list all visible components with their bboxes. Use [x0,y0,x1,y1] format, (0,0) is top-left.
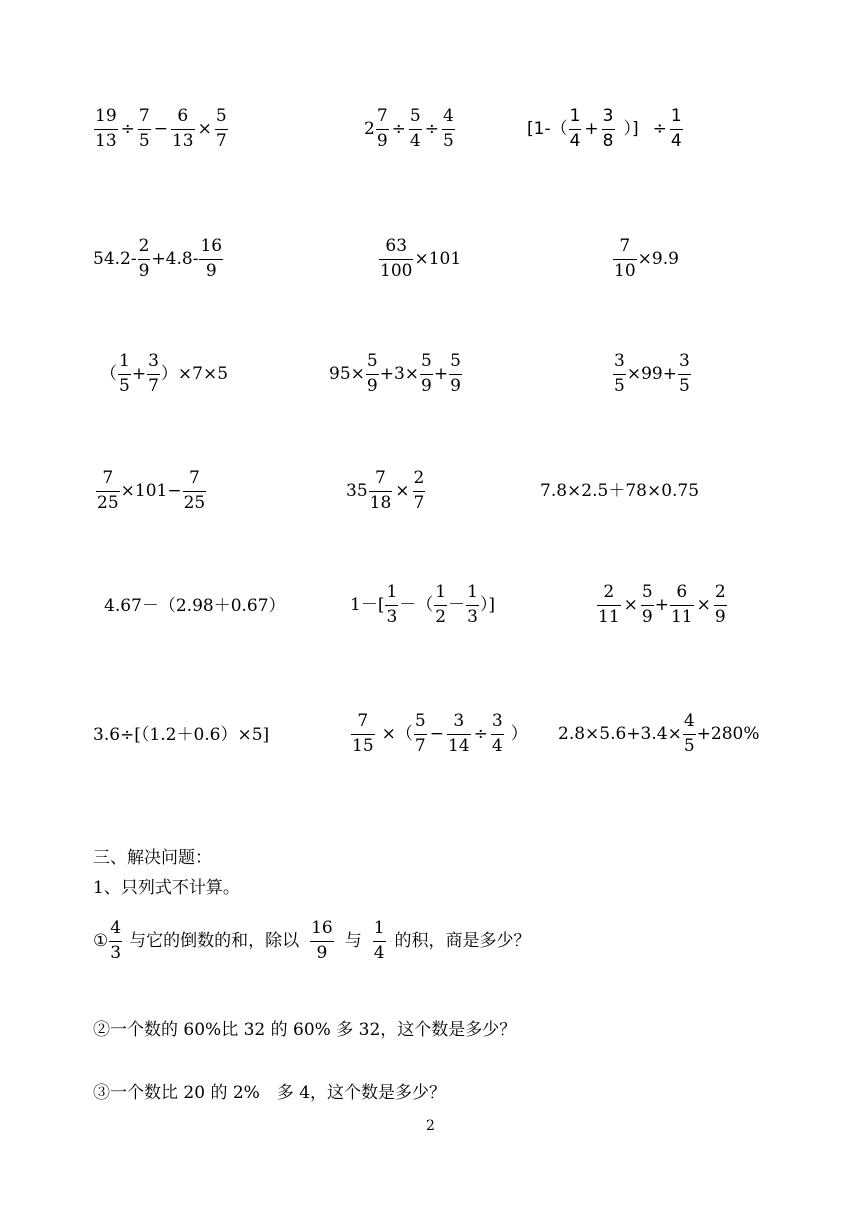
fraction: $\frac{63}{100}$ [380,236,413,281]
fraction: $\frac{16}{9}$ [200,236,223,281]
fraction: $\frac{4}{3}$ [110,918,122,963]
fraction: $\frac{5}{4}$ [409,106,421,151]
fraction: $\frac{1}{2}$ [435,582,447,627]
fraction: $\frac{7}{18}$ [369,468,392,513]
fraction: $\frac{4}{5}$ [683,711,695,756]
fraction: $\frac{3}{5}$ [614,351,625,396]
fraction: $\frac{3}{7}$ [148,351,159,396]
fraction: $\frac{3}{4}$ [491,711,503,756]
expression-r6-3: 2.8×5.6+3.4× $\frac{4}{5}$ +280% [558,711,760,756]
expression-r3-3: $\frac{3}{5}$ ×99+ $\frac{3}{5}$ [614,351,690,396]
expression-r5-2: 1－[ $\frac{1}{3}$ －（ $\frac{1}{2}$ － $\frac{1}{3}$ ）] [350,582,496,627]
fraction: $\frac{5}{9}$ [641,582,653,627]
section-subheading: 1、只列式不计算。 [93,878,240,898]
fraction: $\frac{7}{10}$ [614,236,636,281]
fraction: $\frac{2}{11}$ [598,582,620,627]
fraction: $\frac{7}{25}$ [97,468,119,513]
fraction: $\frac{1}{4}$ [569,106,581,151]
fraction: $\frac{5}{9}$ [366,351,378,396]
fraction: $\frac{6}{13}$ [171,106,194,151]
fraction: $\frac{2}{7}$ [413,468,425,513]
expression-r5-3: $\frac{2}{11}$ × $\frac{5}{9}$ + $\frac{6}{11}$ × $\frac{2}{9}$ [598,582,726,627]
expression-r4-1: $\frac{7}{25}$ ×101− $\frac{7}{25}$ [97,468,206,513]
fraction: $\frac{5}{9}$ [450,351,461,396]
fraction: $\frac{5}{7}$ [215,106,227,151]
fraction: $\frac{1}{4}$ [373,918,385,963]
fraction: $\frac{1}{5}$ [119,351,130,396]
question-3: ③一个数比 20 的 2% 多 4，这个数是多少？ [93,1083,447,1103]
fraction: $\frac{5}{9}$ [421,351,432,396]
fraction: $\frac{7}{25}$ [183,468,206,513]
fraction: $\frac{1}{4}$ [670,106,682,151]
question-1: ① $\frac{4}{3}$ 与它的倒数的和，除以 $\frac{16}{9}$ 与 $\frac{1}{4}$ 的积，商是多少？ [93,918,531,963]
fraction: $\frac{16}{9}$ [311,918,333,963]
expression-r4-2: 35 $\frac{7}{18}$ × $\frac{2}{7}$ [346,468,425,513]
expression-r2-2: $\frac{63}{100}$ ×101 [380,236,462,281]
fraction: $\frac{7}{5}$ [138,106,150,151]
expression-r1-2: 2 $\frac{7}{9}$ ÷ $\frac{5}{4}$ ÷ $\frac{4}{5}$ [364,106,454,151]
fraction: $\frac{19}{13}$ [95,106,117,151]
expression-r2-3: $\frac{7}{10}$ ×9.9 [614,236,679,281]
expression-r3-2: 95× $\frac{5}{9}$ +3× $\frac{5}{9}$ + $\frac{5}{9}$ [329,351,461,396]
fraction: $\frac{1}{3}$ [467,582,478,627]
fraction: $\frac{7}{9}$ [376,106,388,151]
expression-r1-1: $\frac{19}{13}$ ÷ $\frac{7}{5}$ − $\frac{6}{13}$ × $\frac{5}{7}$ [95,106,227,151]
fraction: $\frac{6}{11}$ [670,582,693,627]
section-heading: 三、解决问题： [93,848,212,868]
expression-r3-1: （ $\frac{1}{5}$ + $\frac{3}{7}$ ）×7×5 [100,351,229,396]
fraction: $\frac{2}{9}$ [138,236,150,281]
fraction: $\frac{1}{3}$ [386,582,398,627]
fraction: $\frac{5}{7}$ [414,711,426,756]
fraction: $\frac{4}{5}$ [442,106,454,151]
expression-r2-1: 54.2- $\frac{2}{9}$ +4.8- $\frac{16}{9}$ [93,236,223,281]
expression-r4-3: 7.8×2.5＋78×0.75 [540,481,700,501]
fraction: $\frac{2}{9}$ [714,582,726,627]
expression-r6-1: 3.6÷[（1.2＋0.6）×5] [93,725,270,745]
fraction: $\frac{3}{14}$ [447,711,470,756]
expression-r6-2: $\frac{7}{15}$ ×（ $\frac{5}{7}$ − $\frac{3}{14}$ ÷ $\frac{3}{4}$ ） [352,711,528,756]
expression-r1-3: [1-（ $\frac{1}{4}$ + $\frac{3}{8}$ ）] ÷ $\frac{1}{4}$ [527,106,682,151]
fraction: $\frac{3}{8}$ [602,106,614,151]
expression-r5-1: 4.67－（2.98＋0.67） [104,596,286,616]
fraction: $\frac{3}{5}$ [678,351,690,396]
question-2: ②一个数的 60%比 32 的 60% 多 32，这个数是多少？ [93,1020,517,1040]
page-number: 2 [426,1118,435,1134]
fraction: $\frac{7}{15}$ [352,711,374,756]
